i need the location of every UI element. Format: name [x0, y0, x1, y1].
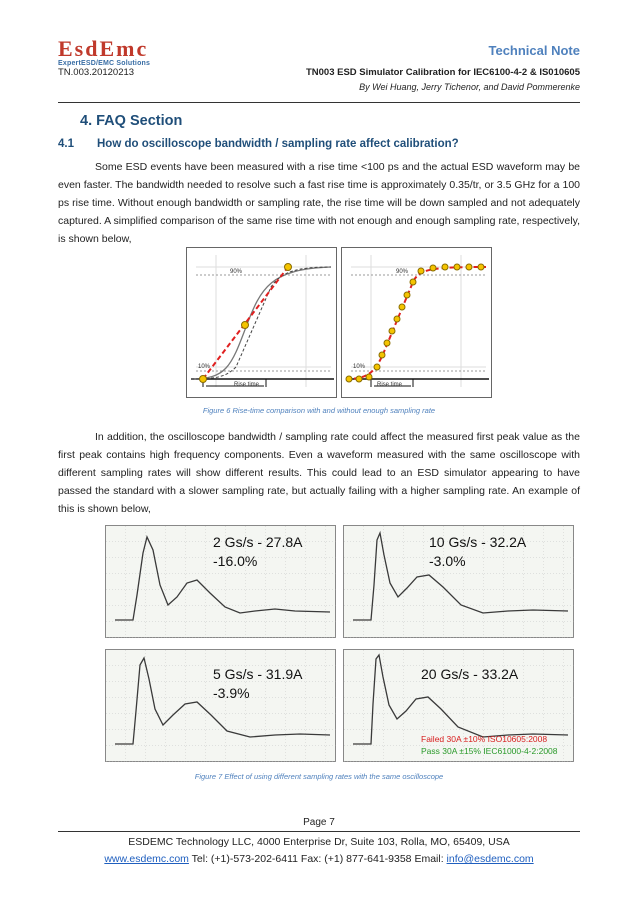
- figure-6-caption: Figure 6 Rise-time comparison with and without enough sampling rate: [202, 406, 436, 415]
- osc-2gs-deviation: -16.0%: [213, 553, 258, 569]
- fig6-right-90-label: 90%: [396, 269, 409, 275]
- tn-code: TN.003.20120213: [58, 67, 135, 78]
- sample-point: [379, 352, 385, 358]
- osc-pass-note: Pass 30A ±15% IEC61000-4-2:2008: [421, 746, 558, 756]
- figure-7-caption: Figure 7 Effect of using different sampling rates with the same oscilloscope: [194, 772, 444, 781]
- sample-point: [430, 265, 436, 271]
- sample-point: [285, 264, 292, 271]
- sample-point: [478, 264, 484, 270]
- sample-point: [454, 264, 460, 270]
- footer-company-address: ESDEMC Technology LLC, 4000 Enterprise Dr, Suite 103, Rolla, MO, 65409, USA: [128, 836, 510, 848]
- sample-point: [374, 364, 380, 370]
- sample-point: [418, 268, 424, 274]
- osc-5gs-rate-peak: 5 Gs/s - 31.9A: [213, 666, 303, 682]
- sample-point: [356, 376, 362, 382]
- figure-6: [186, 247, 492, 399]
- email-link[interactable]: info@esdemc.com: [446, 853, 534, 865]
- sample-point: [466, 264, 472, 270]
- subsection-title: How do oscilloscope bandwidth / sampling rate affect calibration?: [97, 138, 459, 150]
- sample-point: [346, 376, 352, 382]
- footer-contact: Tel: (+1)-573-202-6411 Fax: (+1) 877-641-9358 Email:: [191, 853, 444, 865]
- document-title: TN003 ESD Simulator Calibration for IEC6100-4-2 & IS010605: [305, 67, 580, 78]
- sample-point: [242, 322, 249, 329]
- company-logo: EsdEmc: [58, 36, 149, 61]
- fig6-right-10-label: 10%: [353, 364, 366, 370]
- sample-point: [410, 279, 416, 285]
- sample-point: [399, 304, 405, 310]
- fig6-left-90-label: 90%: [230, 269, 243, 275]
- osc-20gs-rate-peak: 20 Gs/s - 33.2A: [421, 666, 519, 682]
- osc-10gs-rate-peak: 10 Gs/s - 32.2A: [429, 534, 527, 550]
- section-heading: 4. FAQ Section: [80, 113, 183, 129]
- figure-6-right-panel: [342, 248, 492, 398]
- osc-panel-20gs: [344, 650, 574, 762]
- logo-subtitle: ExpertESD/EMC Solutions: [58, 60, 151, 67]
- paragraph-2: [58, 428, 580, 518]
- osc-panel-2gs: [106, 526, 336, 638]
- sample-point: [200, 376, 207, 383]
- sample-point: [384, 340, 390, 346]
- paragraph-1: [58, 158, 580, 248]
- page-number: Page 7: [303, 817, 335, 828]
- sample-point: [389, 328, 395, 334]
- document-authors: By Wei Huang, Jerry Tichenor, and David Pommerenke: [359, 82, 580, 92]
- fig6-left-rise-time-label: Rise time: [234, 382, 260, 388]
- sample-point: [394, 316, 400, 322]
- osc-2gs-rate-peak: 2 Gs/s - 27.8A: [213, 534, 303, 550]
- header-divider: [58, 102, 580, 103]
- paragraph-1-text: Some ESD events have been measured with a rise time <100 ps and the actual ESD waveform may be even faster. The bandwidth needed to resolve such a fast rise time is approximately 0.35/tr, or 3.5 GHz for a 100 ps rise time. Without enough bandwidth or sampling rate, the rise time will be down sampled and not adequately captured. A simplified comparison of the same rise time with not enough and enough sampling rate, respectively, is shown below,: [58, 161, 580, 245]
- sample-point: [404, 292, 410, 298]
- footer-divider: [58, 831, 580, 832]
- fig6-right-rise-time-label: Rise time: [377, 382, 403, 388]
- osc-panel-10gs: [344, 526, 574, 638]
- note-type: Technical Note: [488, 43, 580, 58]
- paragraph-2-text: In addition, the oscilloscope bandwidth / sampling rate could affect the measured first peak value as the first peak contains high frequency components. Even a waveform measured with the same oscilloscope with different sampling rates will show different results. This could lead to an ESD simulator appearing to have passed the standard with a slower sampling rate, but actually failing with a higher sampling rate. An example of this is shown below,: [58, 431, 580, 515]
- osc-panel-5gs: [106, 650, 336, 762]
- osc-10gs-deviation: -3.0%: [429, 553, 466, 569]
- osc-failed-note: Failed 30A ±10% ISO10605:2008: [421, 734, 548, 744]
- figure-6-left-panel: [187, 248, 337, 398]
- subsection-number: 4.1: [58, 138, 74, 150]
- osc-5gs-deviation: -3.9%: [213, 685, 250, 701]
- fig6-left-10-label: 10%: [198, 364, 211, 370]
- sample-point: [442, 264, 448, 270]
- sample-point: [366, 374, 372, 380]
- website-link[interactable]: www.esdemc.com: [104, 853, 189, 865]
- footer-contact-line: [0, 853, 638, 865]
- figure-7: [105, 525, 575, 769]
